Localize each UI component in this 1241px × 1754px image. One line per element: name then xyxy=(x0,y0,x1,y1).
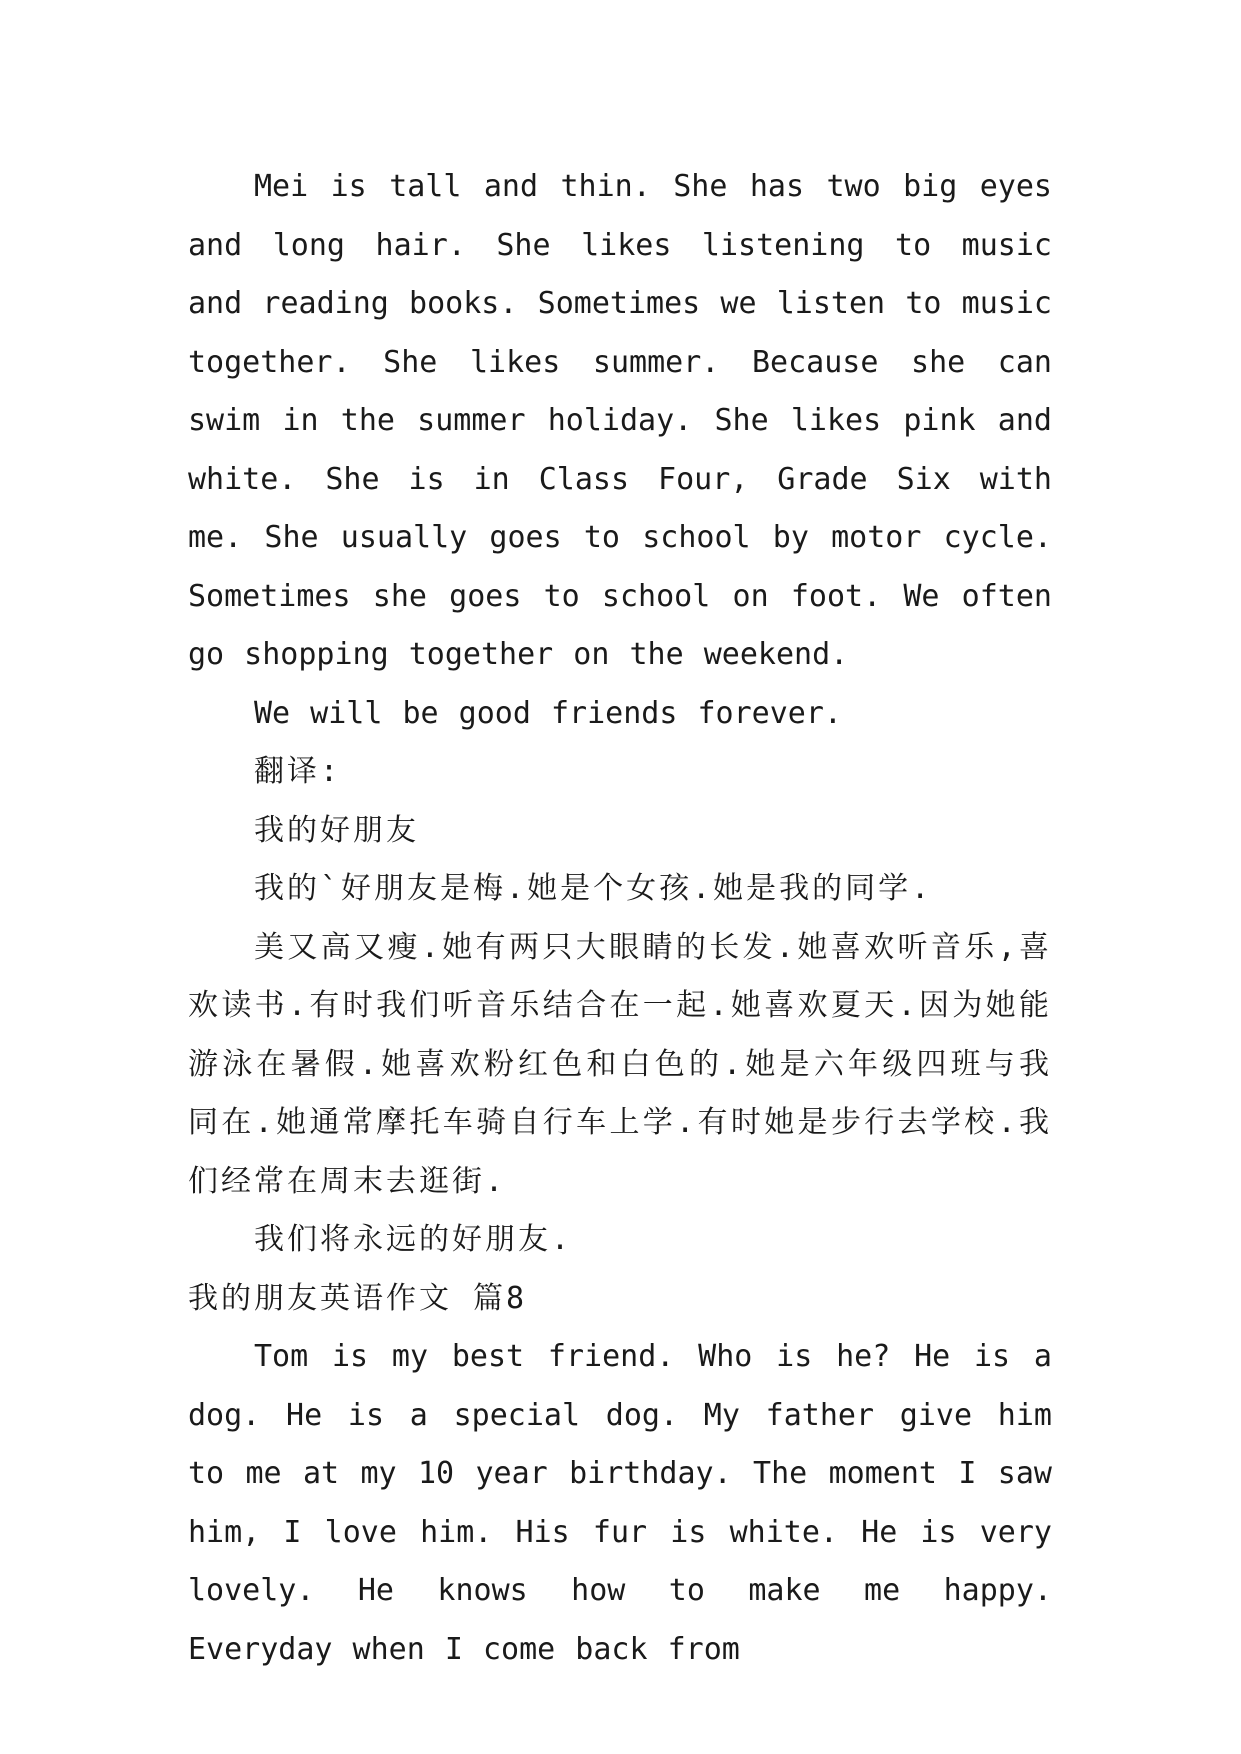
paragraph-translation-body: 美又高又瘦.她有两只大眼睛的长发.她喜欢听音乐,喜欢读书.有时我们听音乐结合在一起.她喜欢夏天.因为她能游泳在暑假.她喜欢粉红色和白色的.她是六年级四班与我同在.她通常摩托车骑自行车上学.有时她是步行去学校.我们经常在周末去逛街. xyxy=(188,929,1052,1199)
paragraph-friends-forever: We will be good friends forever. xyxy=(254,695,842,731)
section-heading: 我的朋友英语作文 篇8 xyxy=(188,1280,528,1316)
document-body xyxy=(188,158,1052,1679)
paragraph-translation-title: 我的好朋友 xyxy=(254,812,419,848)
paragraph-translation-label: 翻译: xyxy=(254,754,342,789)
paragraph-translation-closing: 我们将永远的好朋友. xyxy=(254,1222,573,1257)
paragraph-mei-description: Mei is tall and thin. She has two big eyes and long hair. She likes listening to music and reading books. Sometimes we listen to music together. She likes summer. Because she can swim in the summer holiday. She likes pink and white. She is in Class Four, Grade Six with me. She usually goes to school by motor cycle. Sometimes she goes to school on foot. We often go shopping together on the weekend. xyxy=(188,169,1052,672)
paragraph-translation-intro: 我的`好朋友是梅.她是个女孩.她是我的同学. xyxy=(254,871,933,906)
paragraph-tom-description: Tom is my best friend. Who is he? He is a dog. He is a special dog. My father give him to me at my 10 year birthday. The moment I saw him, I love him. His fur is white. He is very lovely. He knows how to make me happy. Everyday when I come back from xyxy=(188,1339,1052,1667)
